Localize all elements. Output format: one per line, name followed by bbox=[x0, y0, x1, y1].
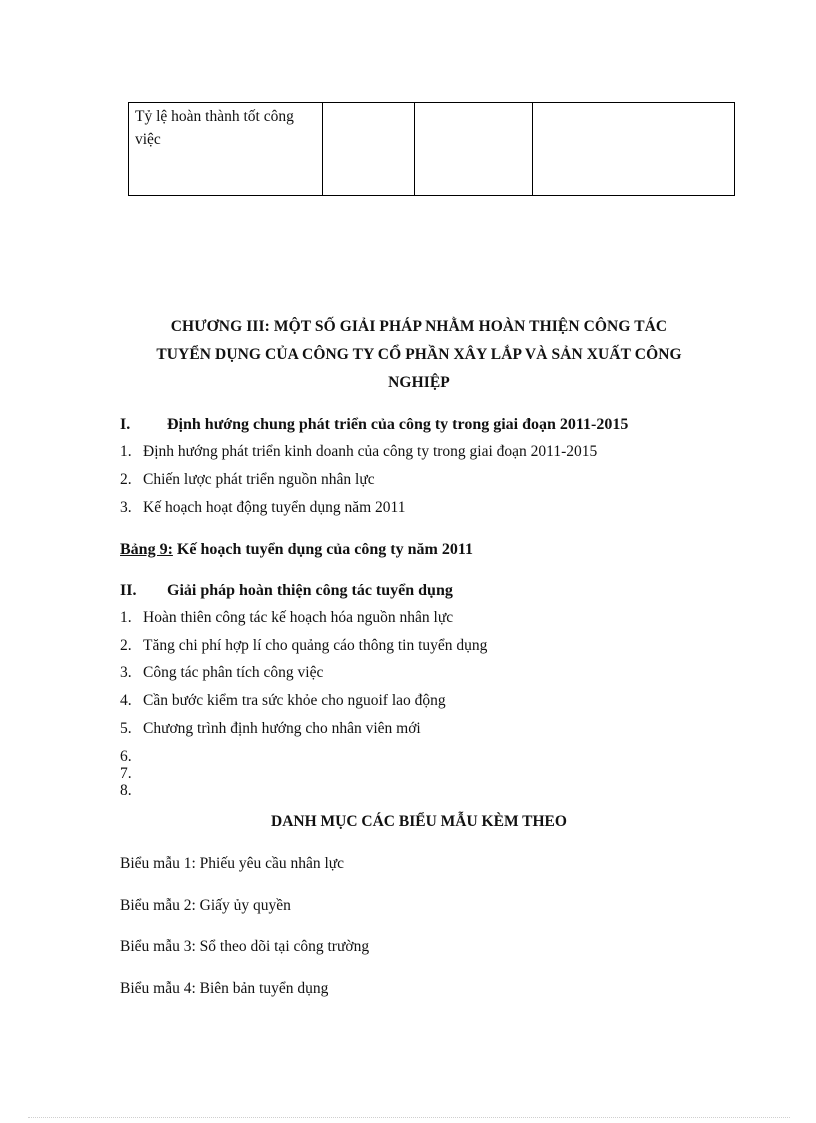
list-item-text: Cần bước kiểm tra sức khỏe cho nguoif lao động bbox=[143, 692, 446, 709]
list-item-number: 2. bbox=[120, 471, 132, 488]
table-cell bbox=[415, 103, 533, 196]
list-item-text: Chương trình định hướng cho nhân viên mới bbox=[143, 720, 421, 737]
list-item-text: Hoàn thiên công tác kế hoạch hóa nguồn nhân lực bbox=[143, 609, 454, 626]
table-row bbox=[129, 103, 735, 196]
table-caption-label: Bảng 9: bbox=[120, 541, 173, 558]
table-caption bbox=[120, 541, 473, 559]
section-title: Định hướng chung phát triển của công ty trong giai đoạn 2011-2015 bbox=[167, 416, 629, 433]
chapter-title-line: NGHIỆP bbox=[388, 374, 450, 391]
form-list-item: Biểu mẫu 2: Giấy ủy quyền bbox=[120, 897, 291, 914]
table-cell bbox=[533, 103, 735, 196]
list-item-text: Định hướng phát triển kinh doanh của công ty trong giai đoạn 2011-2015 bbox=[143, 443, 598, 460]
table-cell: Tỷ lệ hoàn thành tốt công việc bbox=[129, 103, 323, 196]
form-list-item: Biểu mẫu 3: Sổ theo dõi tại công trường bbox=[120, 938, 370, 955]
section-number: I. bbox=[120, 416, 131, 433]
form-list-item: Biểu mẫu 1: Phiếu yêu cầu nhân lực bbox=[120, 855, 345, 872]
list-item-number: 2. bbox=[120, 637, 132, 654]
list-item-number: 5. bbox=[120, 720, 132, 737]
chapter-title-line: TUYỂN DỤNG CỦA CÔNG TY CỔ PHẦN XÂY LẮP VÀ SẢN XUẤT CÔNG bbox=[156, 346, 682, 363]
list-item-number: 1. bbox=[120, 609, 132, 626]
list-item-number: 7. bbox=[120, 765, 132, 782]
section-title: Giải pháp hoàn thiện công tác tuyển dụng bbox=[167, 582, 453, 599]
form-list-item: Biểu mẫu 4: Biên bản tuyển dụng bbox=[120, 980, 329, 997]
list-item-text: Chiến lược phát triển nguồn nhân lực bbox=[143, 471, 375, 488]
list-item-text: Kế hoạch hoạt động tuyển dụng năm 2011 bbox=[143, 499, 406, 516]
list-item-number: 3. bbox=[120, 664, 132, 681]
chapter-title-line: CHƯƠNG III: MỘT SỐ GIẢI PHÁP NHẰM HOÀN THIỆN CÔNG TÁC bbox=[170, 318, 668, 335]
list-item-text: Tăng chi phí hợp lí cho quảng cáo thông tin tuyển dụng bbox=[143, 637, 488, 654]
list-item-text: Công tác phân tích công việc bbox=[143, 664, 324, 681]
criteria-table bbox=[128, 102, 735, 196]
table-caption-title: Kế hoạch tuyển dụng của công ty năm 2011 bbox=[172, 541, 473, 558]
section-number: II. bbox=[120, 582, 137, 599]
list-item-number: 4. bbox=[120, 692, 132, 709]
list-item-number: 3. bbox=[120, 499, 132, 516]
list-item-number: 1. bbox=[120, 443, 132, 460]
page-bottom-divider bbox=[28, 1117, 790, 1118]
list-item-number: 8. bbox=[120, 782, 132, 799]
appendix-title: DANH MỤC CÁC BIỂU MẪU KÈM THEO bbox=[271, 813, 567, 830]
list-item-number: 6. bbox=[120, 748, 132, 765]
table-cell bbox=[323, 103, 415, 196]
